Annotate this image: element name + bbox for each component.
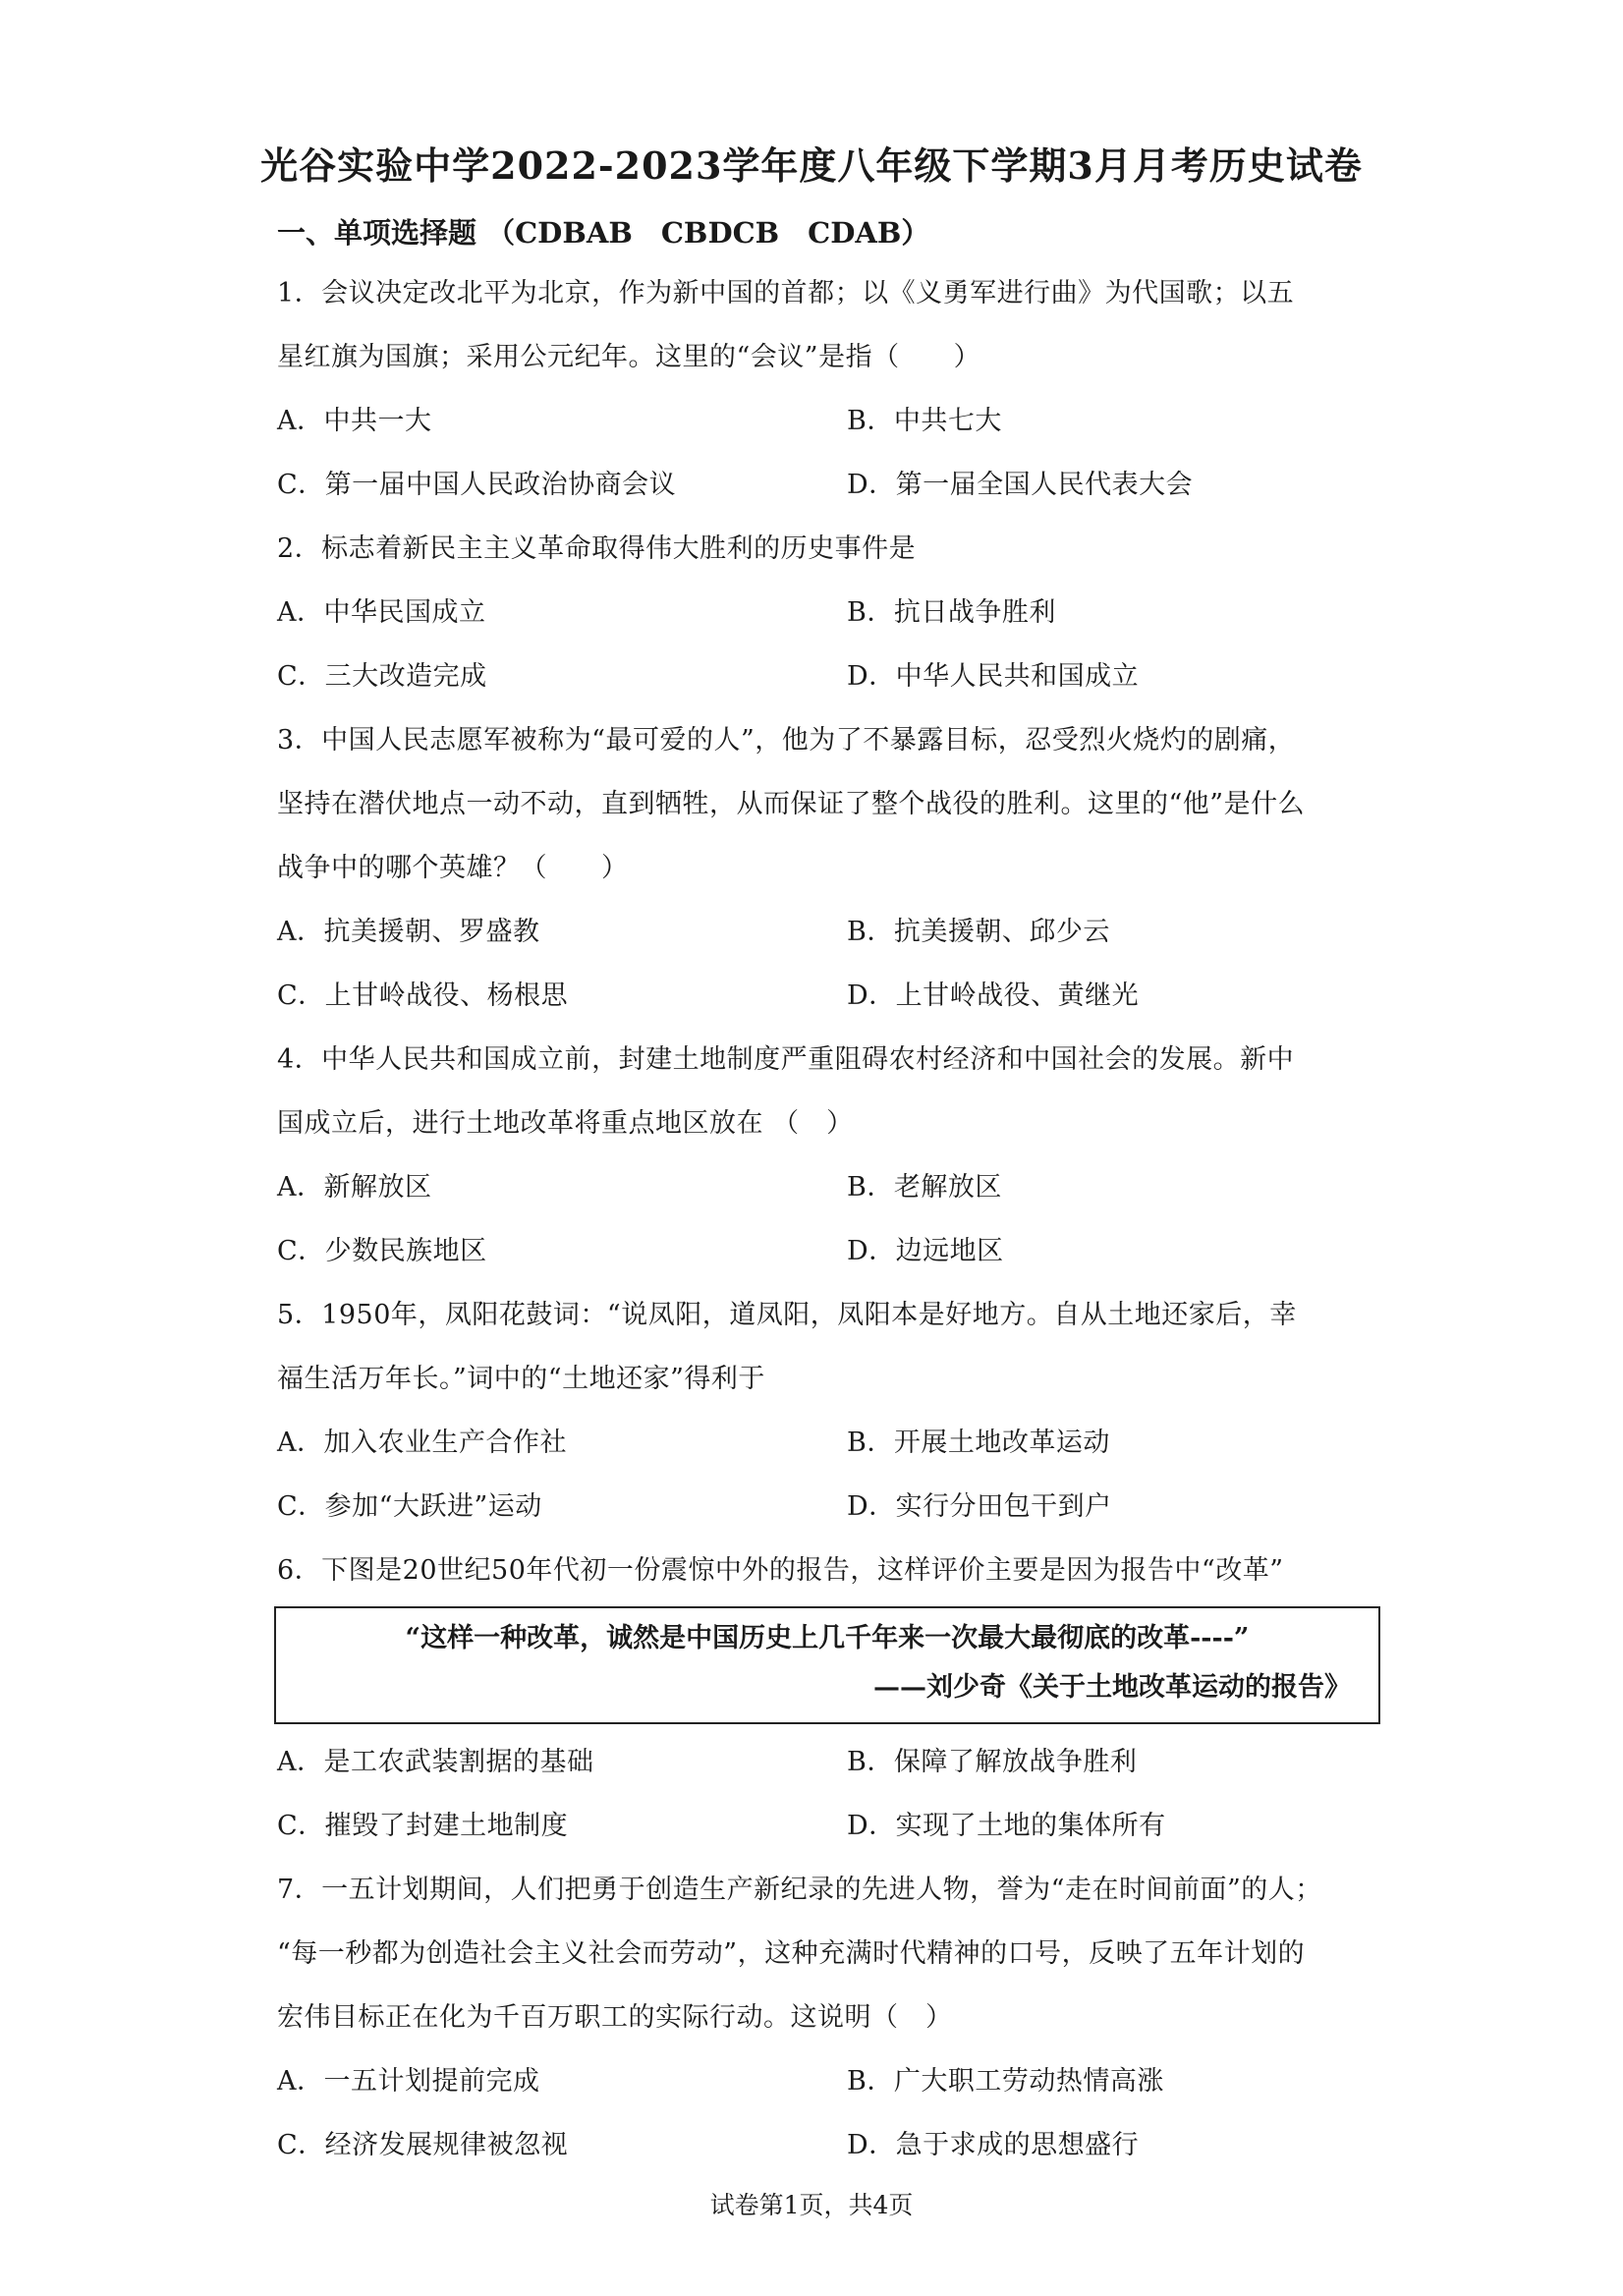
option-c: C．三大改造完成: [277, 661, 487, 692]
option-d: D．急于求成的思想盛行: [847, 2130, 1140, 2160]
option-c: C．摧毁了封建土地制度: [277, 1811, 569, 1841]
question-stem-line: 战争中的哪个英雄？（ ）: [277, 853, 629, 883]
option-a: A．是工农武装割据的基础: [277, 1747, 594, 1777]
exam-title: 光谷实验中学2022-2023学年度八年级下学期3月月考历史试卷: [260, 143, 1363, 188]
option-b: B．开展土地改革运动: [847, 1428, 1110, 1458]
question-stem-line: 福生活万年长。”词中的“土地还家”得利于: [277, 1364, 765, 1394]
options: [277, 1730, 1358, 1858]
question-stem-line: 坚持在潜伏地点一动不动，直到牺牲，从而保证了整个战役的胜利。这里的“他”是什么: [277, 789, 1306, 819]
options: [277, 581, 1358, 708]
option-c: C．上甘岭战役、杨根思: [277, 980, 569, 1011]
option-a: A．抗美援朝、罗盛教: [277, 917, 540, 947]
question-2: [277, 517, 1358, 708]
options: [277, 2049, 1358, 2177]
options: [277, 389, 1358, 517]
quote-text: “这样一种改革，诚然是中国历史上几千年来一次最大最彻底的改革----”: [405, 1623, 1250, 1653]
option-b: B．保障了解放战争胜利: [847, 1747, 1138, 1777]
question-stem-line: 1．会议决定改北平为北京，作为新中国的首都；以《义勇军进行曲》为代国歌；以五: [277, 278, 1295, 308]
question-6: [277, 1539, 1358, 1858]
question-stem-line: 7．一五计划期间，人们把勇于创造生产新纪录的先进人物，誉为“走在时间前面”的人；: [277, 1875, 1322, 1905]
question-stem-line: 4．中华人民共和国成立前，封建土地制度严重阻碍农村经济和中国社会的发展。新中: [277, 1044, 1295, 1075]
option-b: B．抗美援朝、邱少云: [847, 917, 1110, 947]
section-heading: 一、单项选择题 （CDBAB CBDCB CDAB）: [277, 216, 930, 250]
quote-box: [274, 1606, 1380, 1724]
quote-source: ——刘少奇《关于土地改革运动的报告》: [873, 1672, 1351, 1703]
page-footer: 试卷第1页，共4页: [709, 2191, 914, 2219]
question-5: [277, 1283, 1358, 1539]
question-stem-line: 6．下图是20世纪50年代初一份震惊中外的报告，这样评价主要是因为报告中“改革”: [277, 1555, 1284, 1586]
option-d: D．第一届全国人民代表大会: [847, 470, 1194, 500]
option-b: B．广大职工劳动热情高涨: [847, 2066, 1164, 2097]
question-3: [277, 708, 1358, 1028]
option-d: D．中华人民共和国成立: [847, 661, 1140, 692]
question-stem-line: 2．标志着新民主主义革命取得伟大胜利的历史事件是: [277, 533, 917, 564]
option-a: A．新解放区: [277, 1172, 432, 1203]
question-stem-line: 5．1950年，凤阳花鼓词：“说凤阳，道凤阳，凤阳本是好地方。自从土地还家后，幸: [277, 1300, 1297, 1330]
option-b: B．中共七大: [847, 406, 1002, 436]
question-stem-line: “每一秒都为创造社会主义社会而劳动”，这种充满时代精神的口号，反映了五年计划的: [277, 1938, 1306, 1969]
option-b: B．抗日战争胜利: [847, 597, 1056, 628]
option-d: D．实现了土地的集体所有: [847, 1811, 1166, 1841]
option-c: C．少数民族地区: [277, 1236, 487, 1266]
option-a: A．加入农业生产合作社: [277, 1428, 567, 1458]
option-d: D．上甘岭战役、黄继光: [847, 980, 1140, 1011]
option-b: B．老解放区: [847, 1172, 1002, 1203]
option-c: C．第一届中国人民政治协商会议: [277, 470, 677, 500]
question-stem-line: 3．中国人民志愿军被称为“最可爱的人”，他为了不暴露目标，忍受烈火烧灼的剧痛，: [277, 725, 1296, 756]
question-1: [277, 261, 1358, 517]
options: [277, 1411, 1358, 1539]
question-stem-line: 国成立后，进行土地改革将重点地区放在 （ ）: [277, 1108, 854, 1139]
option-a: A．中华民国成立: [277, 597, 486, 628]
option-c: C．参加“大跃进”运动: [277, 1491, 542, 1522]
question-stem-line: 宏伟目标正在化为千百万职工的实际行动。这说明（ ）: [277, 2002, 953, 2033]
question-list: [277, 261, 1358, 2177]
option-d: D．边远地区: [847, 1236, 1004, 1266]
question-7: [277, 1858, 1358, 2177]
question-stem-line: 星红旗为国旗；采用公元纪年。这里的“会议”是指（ ）: [277, 342, 981, 372]
option-d: D．实行分田包干到户: [847, 1491, 1112, 1522]
question-4: [277, 1028, 1358, 1283]
options: [277, 1155, 1358, 1283]
option-a: A．中共一大: [277, 406, 432, 436]
option-c: C．经济发展规律被忽视: [277, 2130, 569, 2160]
options: [277, 900, 1358, 1028]
option-a: A．一五计划提前完成: [277, 2066, 540, 2097]
